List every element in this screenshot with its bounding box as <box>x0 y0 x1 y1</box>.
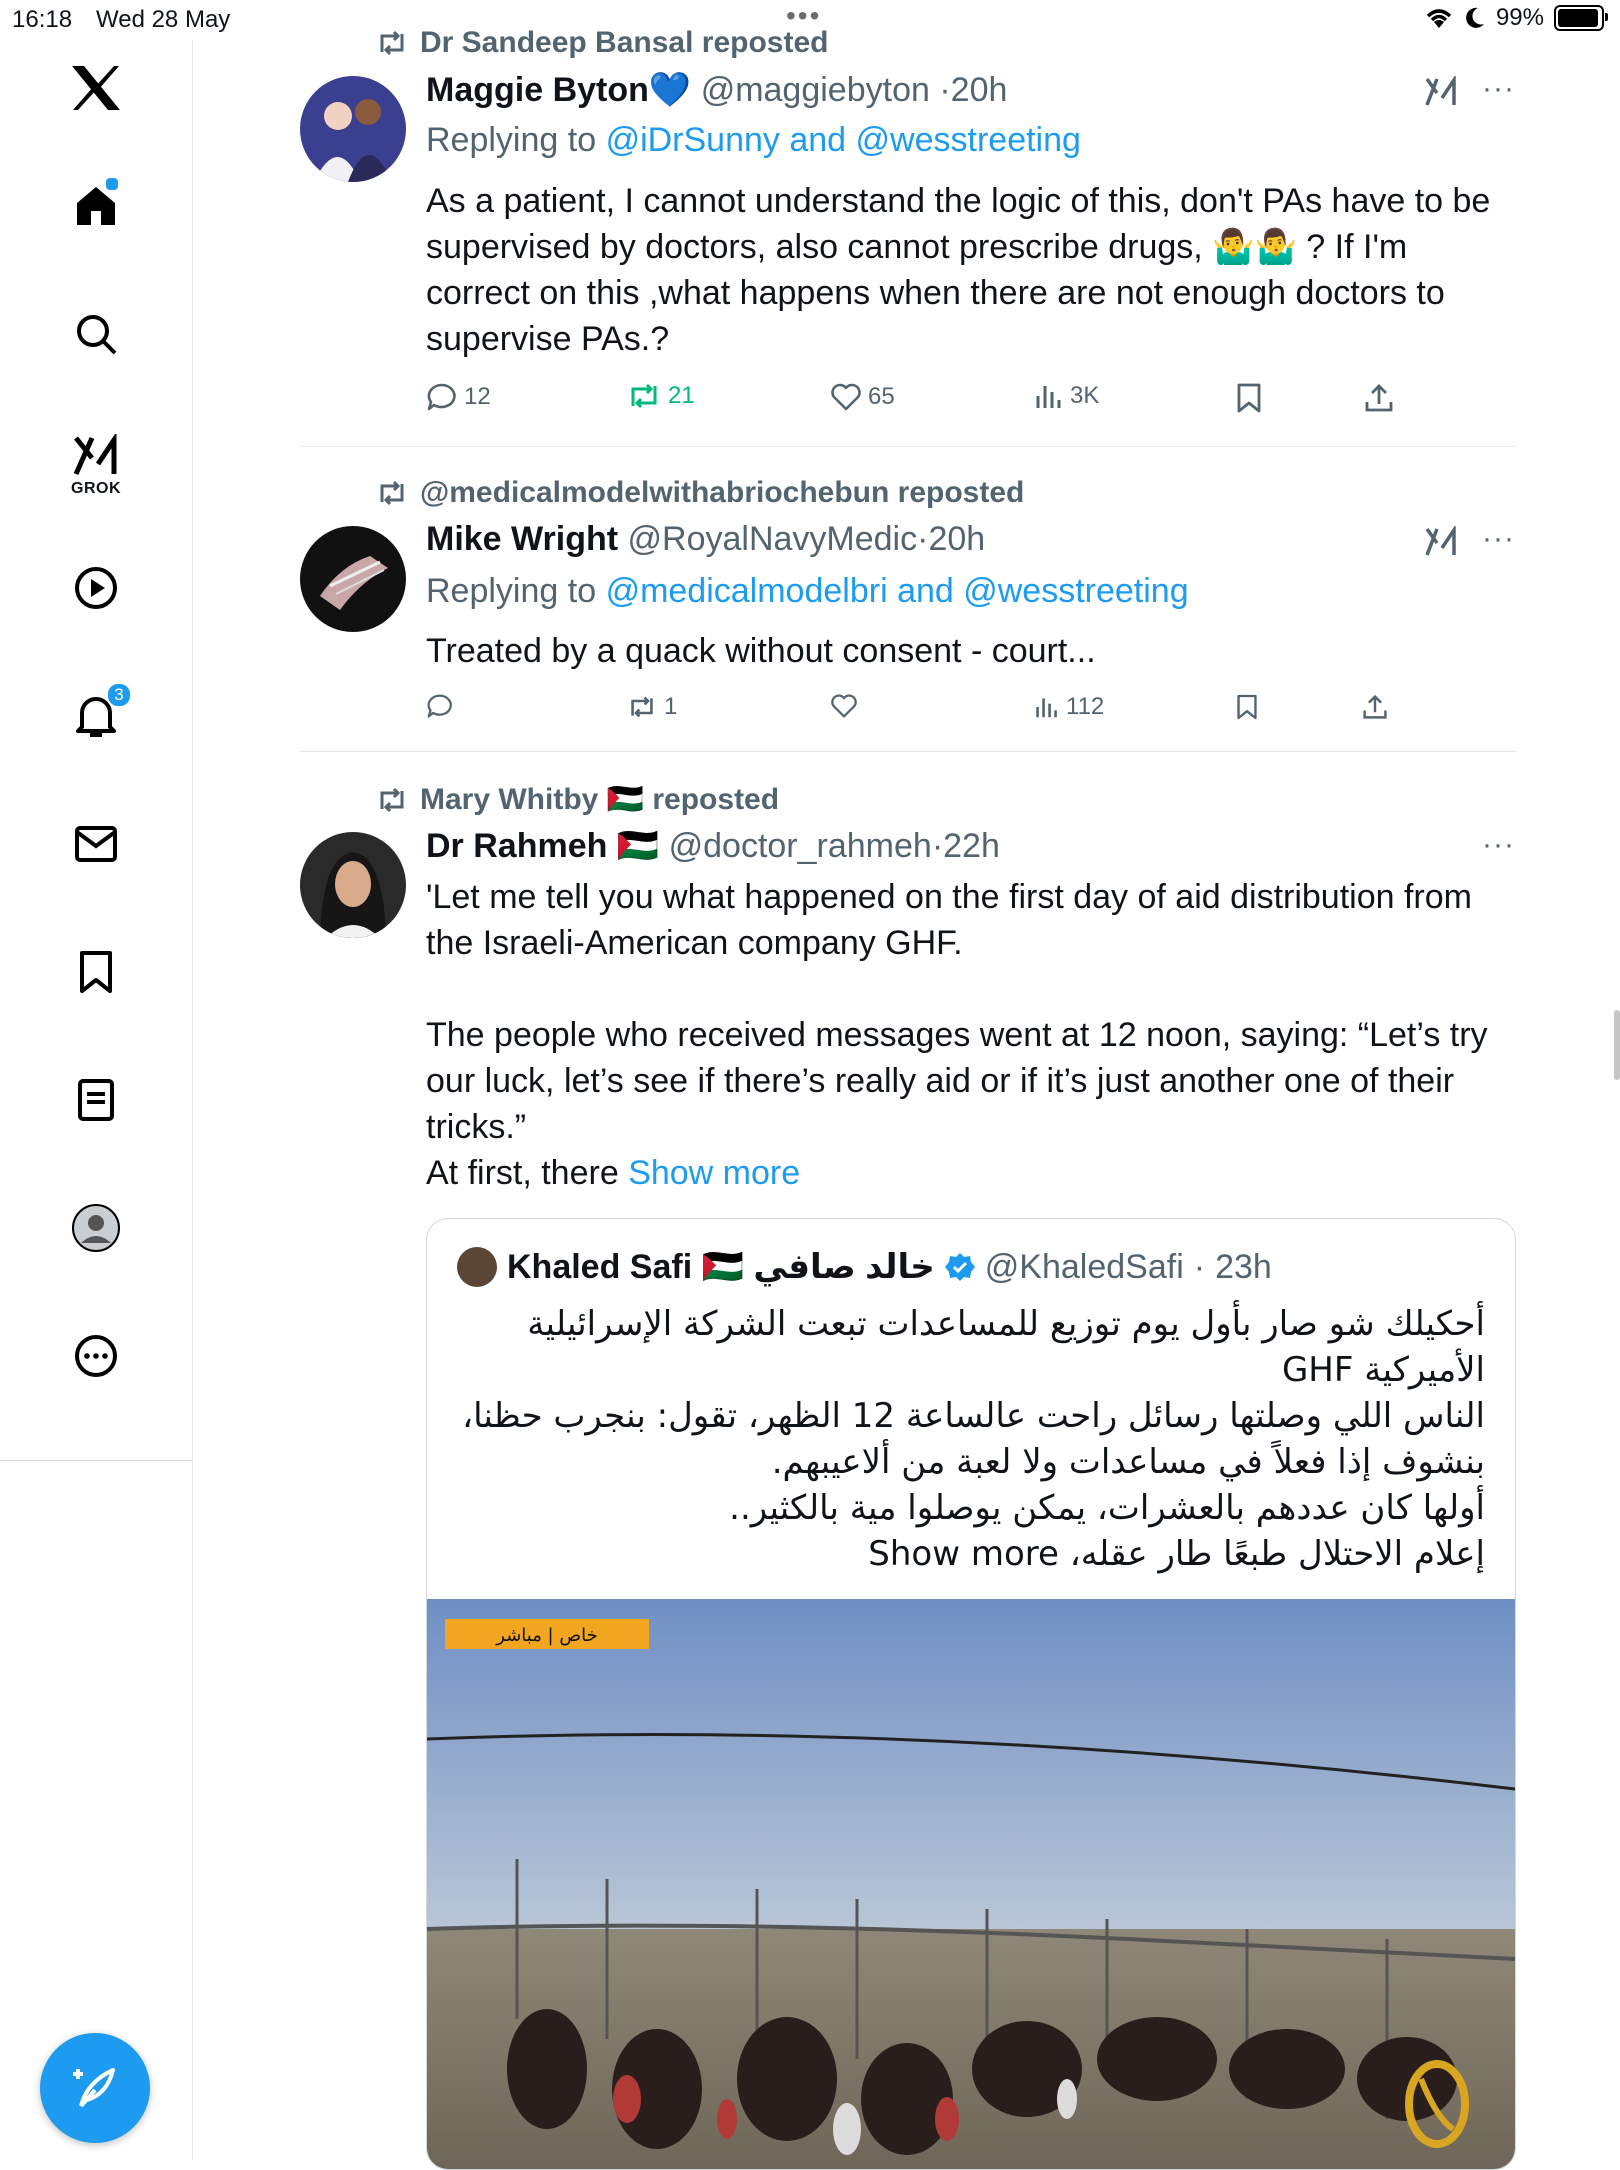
tweet-text <box>426 874 1516 1196</box>
repost-icon <box>626 382 662 410</box>
tweet-mike-wright[interactable] <box>300 450 1516 750</box>
reply-icon <box>426 382 458 412</box>
repost-header <box>376 26 828 60</box>
bookmark-icon <box>78 950 114 994</box>
multitask-dots-icon[interactable]: ••• <box>786 0 822 31</box>
share-icon <box>1362 693 1388 721</box>
share-button[interactable] <box>1362 693 1388 721</box>
quoted-tweet[interactable] <box>426 1218 1516 2170</box>
tweet-paragraph: The people who received messages went at 12 noon, saying: “Let’s try our luck, let’s see if there’s really aid or if it’s just another one of their tricks.” <box>426 1016 1488 1146</box>
x-logo-icon[interactable] <box>48 40 144 136</box>
reply-icon <box>426 693 454 719</box>
heart-icon <box>830 693 858 719</box>
quoted-media-video[interactable] <box>427 1599 1515 2169</box>
home-unread-dot <box>104 176 120 192</box>
replying-to-label: Replying to <box>426 572 597 610</box>
tweet-time[interactable]: 20h <box>950 71 1008 109</box>
list-icon <box>77 1078 115 1122</box>
bookmark-button[interactable] <box>1236 382 1262 414</box>
tweet-text: Treated by a quack without consent - court... <box>426 632 1096 670</box>
tweet-text: As a patient, I cannot understand the logic of this, don't PAs have to be supervised by doctors, also cannot prescribe drugs, 🤷‍♂️🤷‍♂️ ? If I'm correct on this ,what happens when there are not enough doctors to supervise PAs.? <box>426 182 1491 358</box>
media-banner-text: خاص | مباشر <box>496 1625 598 1646</box>
quoted-display-name[interactable]: Khaled Safi 🇵🇸 خالد صافي <box>507 1248 935 1286</box>
quoted-show-more[interactable]: Show more <box>868 1534 1059 1574</box>
grok-explain-icon[interactable] <box>1424 76 1458 113</box>
repost-button[interactable] <box>626 693 677 721</box>
views-icon <box>1034 695 1060 719</box>
views-button[interactable] <box>1034 382 1099 410</box>
display-name[interactable]: Mike Wright <box>426 520 619 558</box>
quoted-avatar[interactable] <box>457 1247 497 1287</box>
grok-label: GROK <box>71 480 121 497</box>
more-circle-icon <box>74 1334 118 1378</box>
replying-to-users[interactable]: @medicalmodelbri and @wesstreeting <box>605 572 1189 610</box>
share-icon <box>1364 382 1394 414</box>
replying-to-users[interactable]: @iDrSunny and @wesstreeting <box>605 121 1081 159</box>
bookmark-icon <box>1236 693 1258 721</box>
replying-to-label: Replying to <box>426 121 597 159</box>
share-button[interactable] <box>1364 382 1394 414</box>
quoted-tweet-header <box>457 1247 1272 1287</box>
like-button[interactable] <box>830 693 864 719</box>
verified-badge-icon <box>945 1252 975 1282</box>
grok-explain-icon[interactable] <box>1424 526 1458 563</box>
nav-grok[interactable] <box>48 418 144 514</box>
like-button[interactable] <box>830 382 895 412</box>
status-time: 16:18 <box>12 6 73 33</box>
more-options-icon[interactable]: ··· <box>1482 828 1515 861</box>
quoted-handle[interactable]: @KhaledSafi <box>984 1247 1184 1286</box>
battery-icon <box>1554 5 1604 31</box>
search-icon <box>74 312 118 356</box>
repost-header <box>376 476 1024 510</box>
nav-lists[interactable] <box>48 1052 144 1148</box>
quoted-line: أولها كان عددهم بالعشرات، يمكن يوصلوا مية بالكثير.. <box>729 1488 1485 1528</box>
user-handle[interactable]: @RoyalNavyMedic <box>627 520 918 558</box>
tweet-time[interactable]: 20h <box>928 520 986 558</box>
nav-video[interactable] <box>48 540 144 636</box>
nav-bookmarks[interactable] <box>48 924 144 1020</box>
repost-icon <box>626 695 658 719</box>
repost-count: 1 <box>664 693 678 720</box>
tweet-maggie-byton[interactable] <box>300 0 1516 450</box>
reply-count: 12 <box>464 383 491 410</box>
sidebar <box>0 40 193 2160</box>
views-button[interactable] <box>1034 693 1104 721</box>
show-more-link[interactable]: Show more <box>628 1154 801 1192</box>
nav-explore[interactable] <box>48 286 144 382</box>
battery-percent: 99% <box>1495 4 1544 31</box>
user-handle[interactable]: @maggiebyton <box>700 71 930 109</box>
tweet-header <box>426 826 1000 866</box>
nav-notifications[interactable] <box>48 668 144 764</box>
like-count: 65 <box>868 383 895 410</box>
display-name[interactable]: Dr Rahmeh 🇵🇸 <box>426 827 660 865</box>
quoted-time[interactable]: 23h <box>1215 1247 1272 1286</box>
nav-messages[interactable] <box>48 796 144 892</box>
tweet-paragraph: 'Let me tell you what happened on the first day of aid distribution from the Israeli-American company GHF. <box>426 878 1472 962</box>
user-handle[interactable]: @doctor_rahmeh <box>668 827 932 865</box>
repost-button[interactable] <box>626 382 695 410</box>
mail-icon <box>74 824 118 864</box>
quoted-line: الناس اللي وصلتها رسائل راحت عالساعة 12 الظهر، تقول: بنجرب حظنا، بنشوف إذا فعلاً في مساعدات ولا لعبة من ألاعيبهم. <box>462 1396 1485 1482</box>
repost-count: 21 <box>668 382 695 409</box>
quoted-line: أحكيلك شو صار بأول يوم توزيع للمساعدات تبعت الشركة الإسرائيلية الأميركية GHF <box>527 1304 1485 1390</box>
more-options-icon[interactable]: ··· <box>1482 522 1515 555</box>
compose-feather-icon <box>67 2060 123 2116</box>
heart-icon <box>830 382 862 412</box>
nav-profile[interactable] <box>48 1180 144 1276</box>
profile-avatar-icon <box>71 1203 121 1253</box>
avatar[interactable] <box>300 832 406 938</box>
views-count: 3K <box>1070 382 1100 409</box>
time-separator: · <box>1193 1247 1206 1286</box>
sidebar-separator <box>0 1460 192 1461</box>
tweet-header <box>426 520 985 559</box>
repost-icon <box>376 787 408 813</box>
time-separator: · <box>931 827 944 865</box>
compose-button[interactable] <box>40 2033 150 2143</box>
quoted-tweet-text <box>455 1301 1485 1577</box>
bookmark-button[interactable] <box>1236 693 1258 721</box>
nav-home[interactable] <box>48 158 144 254</box>
repost-icon <box>376 480 408 506</box>
more-options-icon[interactable]: ··· <box>1482 72 1515 105</box>
replying-to <box>426 121 1081 160</box>
views-icon <box>1034 382 1064 410</box>
tweet-header <box>426 70 1007 110</box>
status-date: Wed 28 May <box>96 6 231 33</box>
play-icon <box>74 566 118 610</box>
grok-icon <box>72 434 120 478</box>
reply-button[interactable] <box>426 693 460 719</box>
tweet-time[interactable]: 22h <box>943 827 1000 865</box>
repost-header <box>376 782 779 817</box>
replying-to <box>426 572 1189 611</box>
reply-button[interactable] <box>426 382 491 412</box>
quoted-line: إعلام الاحتلال طبعًا طار عقله، <box>1069 1534 1485 1574</box>
repost-by-text: @medicalmodelwithabriochebun reposted <box>420 476 1025 509</box>
repost-by-text: Mary Whitby 🇵🇸 reposted <box>420 783 780 816</box>
time-separator: · <box>939 71 951 109</box>
views-count: 112 <box>1066 693 1105 720</box>
repost-icon <box>376 30 408 56</box>
bookmark-icon <box>1236 382 1262 414</box>
repost-by-text: Dr Sandeep Bansal reposted <box>420 26 829 59</box>
avatar[interactable] <box>300 526 406 632</box>
nav-more[interactable] <box>48 1308 144 1404</box>
tweet-paragraph: At first, there <box>426 1154 619 1192</box>
avatar[interactable] <box>300 76 406 182</box>
display-name[interactable]: Maggie Byton💙 <box>426 71 692 109</box>
scrollbar-thumb[interactable] <box>1614 1010 1620 1080</box>
notifications-badge: 3 <box>106 682 132 708</box>
tweet-divider <box>300 446 1516 447</box>
time-separator: · <box>917 520 929 558</box>
